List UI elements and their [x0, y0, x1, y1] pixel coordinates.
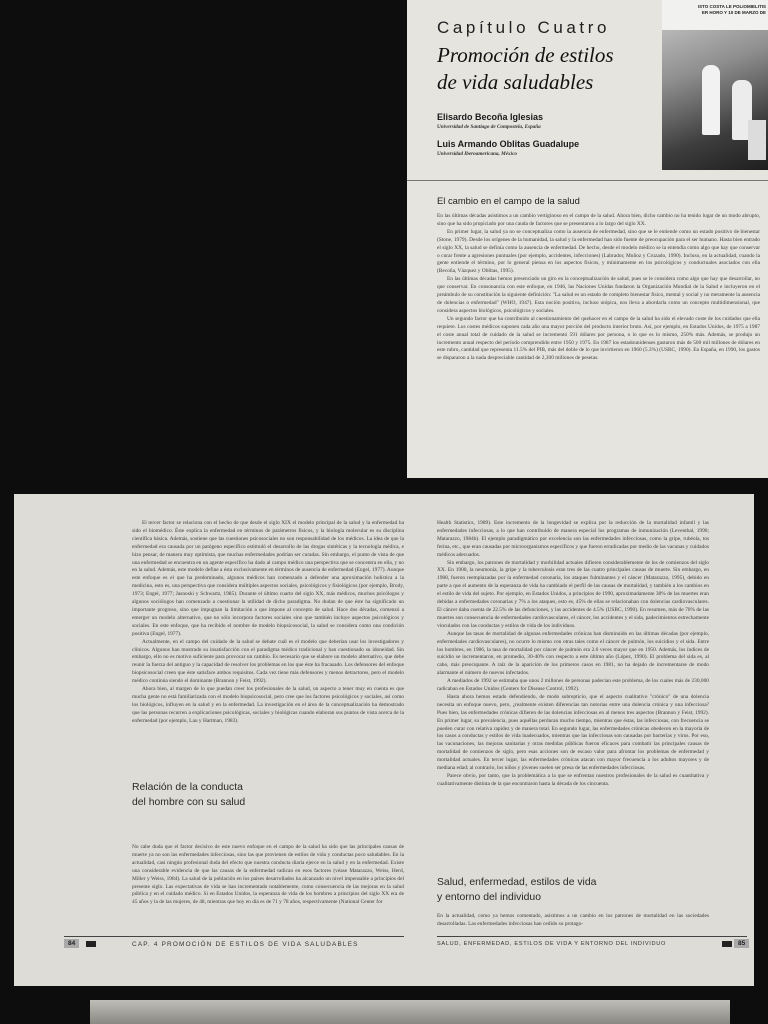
page-mark-icon: [722, 941, 732, 947]
paragraph: En las últimas décadas hemos presenciado un giro en la conceptualización de salud, pues se le considera como algo que hay que desarrollar, no que conservar. En consonancia con este enfoque, en 1946, las Naciones Unidas fundaron la Organización Mundial de la Salud e incluyeron en el preámbulo de su constitución la siguiente definición: "La salud es un estado de completo bienestar físico, mental y social y no meramente la ausencia de dolencias o enfermedad" (WHO, 1947). Esta noción positiva, incluso utópica, nos lleva a abordarla como un concepto multidimensional, que considera aspectos biológicos, psicológicos y sociales.: [437, 276, 760, 314]
author-1: [437, 112, 543, 130]
divider: [407, 180, 768, 181]
body-text: [437, 520, 709, 789]
section-title: Relación de la conducta del hombre con su salud: [132, 782, 246, 808]
photo-caption: ISTO COSTA LE POLIOMIELITIS ER HORO Y 10 DE MARZO DE: [697, 4, 766, 15]
paragraph: Ahora bien, al margen de lo que puedan creer los profesionales de la salud, un aspecto a tener muy en cuenta es que mucha gente no está familiarizada con el modelo biopsicosocial, pero cree que los factores psicológicos y sociales, así como los biológicos, influyen en la salud y en la enfermedad. La investigación en el área de la conceptualización ha demostrado que las personas recurren a explicaciones psicológicas, sociales y biológicas cuando elaboran sus puntos de vista acerca de la enfermedad (por ejemplo, Lau y Hartman, 1983).: [132, 686, 404, 724]
paragraph: Sin embargo, los patrones de mortalidad y morbilidad actuales difieren considerablemente de los de comienzos del siglo XX. En 1900, la neumonía, la gripe y la tuberculosis eran tres de las cuatro principales causas de muerte. Sin embargo, en 1988, fueron reemplazadas por la enfermedad coronaria, los ataques fulminantes y el cáncer (Matarazzo, 1995), debido en parte a que el aumento de la esperanza de vida ha cambiado el perfil de las causas de mortalidad, y también a los cambios en el estilo de vida del sujeto. Por ejemplo, en Estados Unidos, a principios de 1990, aproximadamente 38% de las muertes eran debidas a enfermedades coronarias y 7% a los ataques, esto es, 45% de ellas se relacionaban con dolencias cardiovasculares. El cáncer daba cuenta de 22.5% de las defunciones, y las accidentes de 4.5% (USBC, 1990). En resumen, más de 70% de las muertes son consecuencia de enfermedades cardiovasculares, el cáncer, los accidentes y el sida, padecimientos estrechamente vinculados con las conductas y estilos de vida de los individuos.: [437, 559, 709, 629]
body-text: [437, 913, 709, 929]
body-text: [132, 844, 404, 907]
paragraph: El tercer factor se relaciona con el hecho de que desde el siglo XIX el modelo principal de la salud y la enfermedad ha sido el biomédico. Éste explica la enfermedad en términos de parámetros físicos, y la biología molecular es su disciplina científica básica. Además, sostiene que las cuestiones psicosociales no son responsabilidad de los médicos. La idea de que la enfermedad era causada por un patógeno específico estimuló el desarrollo de las drogas sintéticas y la tecnología médica, e hizo pensar, de manera muy optimista, que muchas enfermedades podrían ser curadas. Sin embargo, el punto de vista de que una enfermedad se encuentra en un agente específico ha dado al campo médico una perspectiva que se concentra en ella, y no en la salud. Además, este modelo define a ésta exclusivamente en términos de ausencia de enfermedad (Engel, 1977). Aunque este enfoque es el que ha predominado, algunos médicos han comenzado a defender una aproximación holística a la medicina, esto es, una perspectiva que considera múltiples aspectos sociales, psicológicos y fisiológicos (por ejemplo, Brody, 1973; Engel, 1977; Jasnoski y Schwartz, 1985). Durante el último cuarto del siglo XX, más médicos, muchos psicólogos y algunos sociólogos han comenzado a cuestionar la utilidad de dicho paradigma. No dudan de que éste ha significado un importante progreso, sino que impugnan la limitación a que impone al concepto de salud. Hace dos décadas, comenzó a emerger un modelo alternativo, que no sólo incorpora factores sociales sino que también incluye aspectos psicológicos y sociales. En este enfoque, que ha recibido el nombre de modelo biopsicosocial, la salud se considera como una condición positiva (Engel, 1977).: [132, 520, 404, 637]
paragraph: Actualmente, en el campo del cuidado de la salud se debate cuál es el modelo que deberían usar los investigadores y clínicos. Algunos han mostrado su insatisfacción con el paradigma médico tradicional y han cuestionado su idoneidad. Sin embargo, ello no es motivo suficiente para provocar un cambio. Es necesario que se elabore un modelo alternativo, que debe reunir la fuerza del antiguo y la capacidad de resolver los problemas en los que éste ha fracasado. Los defensores del enfoque biopsicosocial creen que éste satisface ambos requisitos. Cada vez tiene más defensores y menos detractores, pero el modelo médico continúa siendo el dominante (Brannon y Feist, 1992).: [132, 638, 404, 685]
chapter-label: Capítulo Cuatro: [437, 18, 611, 37]
paragraph: Hasta ahora hemos estado defendiendo, de modo subrepticio, que el aspecto cualitativo "crónico" de una dolencia necesita un enfoque nuevo, pero, ¿realmente existen diferencias tan notorias entre una dolencia crónica y una infecciosa? Pues bien, las enfermedades crónicas difieren de las dolencias infecciosas en al menos tres aspectos (Brannon y Feist, 1992). En primer lugar, su prevalencia, pues aquéllas perduran mucho tiempo, mientras que éstas, las infecciosas, con frecuencia se pueden curar con relativa rapidez y de manera total. En segundo lugar, las enfermedades crónicas obedecen en la mayoría de los casos a conductas y estilos de vida inadecuados, mientras que las infecciosas son causadas por bacterias y virus. Por eso, las vacunaciones, las mejoras sanitarias y otras medidas públicas fueron eficaces para combatir las principales causas de mortalidad de comienzos de siglo, pero esas acciones son de escaso valor para afrontar los problemas de enfermedad y mortalidad actuales. En tercer lugar, las enfermedades crónicas atacan con mayor frecuencia a los adultos mayores y de mediana edad; al contrario, los niños y jóvenes suelen ser presa de las enfermedades infecciosas.: [437, 693, 709, 772]
left-page: [14, 494, 410, 986]
author-2: [437, 139, 579, 157]
section-title: Salud, enfermedad, estilos de vida y entorno del individuo: [437, 877, 597, 903]
section-title: El cambio en el campo de la salud: [437, 195, 580, 206]
footer-rule: [64, 936, 404, 937]
paragraph: En las últimas décadas asistimos a un cambio vertiginoso en el campo de la salud. Ahora bien, dicho cambio no ha tenido lugar de un modo abrupto, sino que ha sido propiciado por una cauda de factores que se presentaron a lo largo del siglo XX.: [437, 213, 760, 227]
author-affiliation: Universidad de Santiago de Compostela, España: [437, 124, 541, 130]
paragraph: Un segundo factor que ha contribuido al cuestionamiento del quehacer en el campo de la salud ha sido el elevado coste de los cuidados que ella requiere. Los costes médicos suponen cada año una mayor porción del producto interior bruto. Así, por ejemplo, en Estados Unidos, de 1975 a 1987 el coste anual total de cuidado de la salud se incrementó 591 dólares por persona, o lo que es lo mismo, 250% más. Además, se produjo un incremento anual respecto del período comprendido entre 1950 y 1975. En 1987 los estadounidenses gastaron más de 500 mil millones de dólares en este rubro, cantidad que representa 11.5% del PIB, más del doble de lo que invirtieron en 1960 (5.3%) (USBC, 1990). En España, en 1990, los gastos se dispararon a la nada despreciable cantidad de 2,300 millones de pesetas.: [437, 315, 760, 362]
running-footer: SALUD, ENFERMEDAD, ESTILOS DE VIDA Y ENTORNO DEL INDIVIDUO: [437, 941, 667, 947]
paragraph: Aunque las tasas de mortalidad de algunas enfermedades crónicas han disminuido en las últimas décadas (por ejemplo, enfermedades cardiovasculares), no ocurre lo mismo con otras tales como el cáncer de pulmón, los suicidios y el sida. Entre los hombres, en 1986, la tasa de mortalidad por cáncer de pulmón era 2.6 veces mayor que en 1950. Además, los índices de suicidio se incrementaron, en promedio, 30-40% con respecto a este último año (López, 1990). El problema del sida es, al cabo, más preocupante. A raíz de la aparición de los primeros casos en 1981, no ha dejado de incrementarse de modo alarmante el número de nuevos infectados.: [437, 630, 709, 677]
paragraph: A mediados de 1992 se estimaba que unos 2 millones de personas padecían este problema, de los cuales más de 230,000 radicaban en Estados Unidos (Centers for Disease Control, 1992).: [437, 678, 709, 693]
body-text: [437, 213, 760, 363]
page-number: 84: [64, 939, 79, 948]
footer-rule: [437, 936, 747, 937]
chapter-opening-page: [407, 0, 768, 478]
paragraph: En primer lugar, la salud ya no se conceptualiza como la ausencia de enfermedad, sino que se le entiende como un estado positivo de bienestar (Stone, 1979). Desde los orígenes de la humanidad, la salud y la enfermedad han sido fuente de preocupación para el ser humano. Hasta bien entrado el siglo XX, la salud se definía como la ausencia de enfermedad. De hecho, desde el modelo médico se la entendía como algo que hay que conservar o curar frente a agresiones puntuales (por ejemplo, accidentes, infecciones) (Labrador, Muñoz y Cruzado, 1990). Incluso, en la actualidad, cuando la gente entiende el término, por lo general piensa en los aspectos físicos, y mínimamente en los psicológicos y conductuales asociados con ella (Becoña, Vázquez y Oblitas, 1995).: [437, 228, 760, 275]
chapter-title-line1: Promoción de estilos: [437, 43, 614, 67]
paragraph: No cabe duda que el factor decisivo de este nuevo enfoque en el campo de la salud ha sido que las principales causas de muerte ya no son las enfermedades infecciosas, sino las que provienen de estilos de vida y conductas poco saludables. En la actualidad, casi ningún profesional duda del efecto que nuestra conducta diaria ejerce en la salud y en la enfermedad. Existe una considerable evidencia de que las causas de la enfermedad radican en esos factores (véase Matarazzo, Weiss, Herd, Miller y Weiss, 1984). La salud de la población en los países desarrollados ha alcanzado un nivel impensable a principios del presente siglo. Las expectativas de vida se han incrementado notablemente, como consecuencia de las mejoras en la salud pública y en el cuidado médico. Si en Estados Unidos, la esperanza de vida de los hombres a principios del siglo XX era de 45 años y la de las mujeres, de 48, mientras que hoy en día es de 71 y 78 años, respectivamente (National Center for: [132, 844, 404, 906]
author-affiliation: Universidad Iberoamericana, México: [437, 151, 517, 157]
chapter-photo: [662, 0, 768, 170]
paragraph: Health Statistics, 1989). Este incremento de la longevidad se explica por la reducción de la mortalidad infantil y las enfermedades infecciosas, a lo que han contribuido de manera especial los programas de inmunización (Leventhal, 1990; Matarazzo, 1984b). El ejemplo paradigmático por excelencia son las enfermedades infecciosas, como la gripe, rubéola, tos ferina, etc., que eran causadas por microorganismos específicos y que fueron erradicadas por medio de las vacunas y cuidados médicos adecuados.: [437, 520, 709, 558]
chapter-title-line2: de vida saludables: [437, 70, 594, 94]
page-mark-icon: [86, 941, 96, 947]
right-page: [410, 494, 754, 986]
chapter-title: [437, 42, 614, 96]
author-name: Elisardo Becoña Iglesias: [437, 112, 544, 122]
page-number: 85: [734, 939, 749, 948]
next-spread-edge: [90, 1000, 730, 1024]
running-footer: CAP. 4 PROMOCIÓN DE ESTILOS DE VIDA SALUDABLES: [132, 941, 359, 948]
paragraph: En la actualidad, como ya hemos comentado, asistimos a un cambio en los patrones de mortalidad en las sociedades desarrolladas. Las enfermedades infecciosas han cedido su protago-: [437, 913, 709, 927]
paragraph: Parece obvio, por tanto, que la problemática a la que se enfrentan nuestros profesionales de la salud es cuantitativa y cualitativamente distinta de la que encontraron hasta la década de los cincuenta.: [437, 773, 709, 787]
body-text: [132, 520, 404, 726]
author-name: Luis Armando Oblitas Guadalupe: [437, 139, 580, 149]
